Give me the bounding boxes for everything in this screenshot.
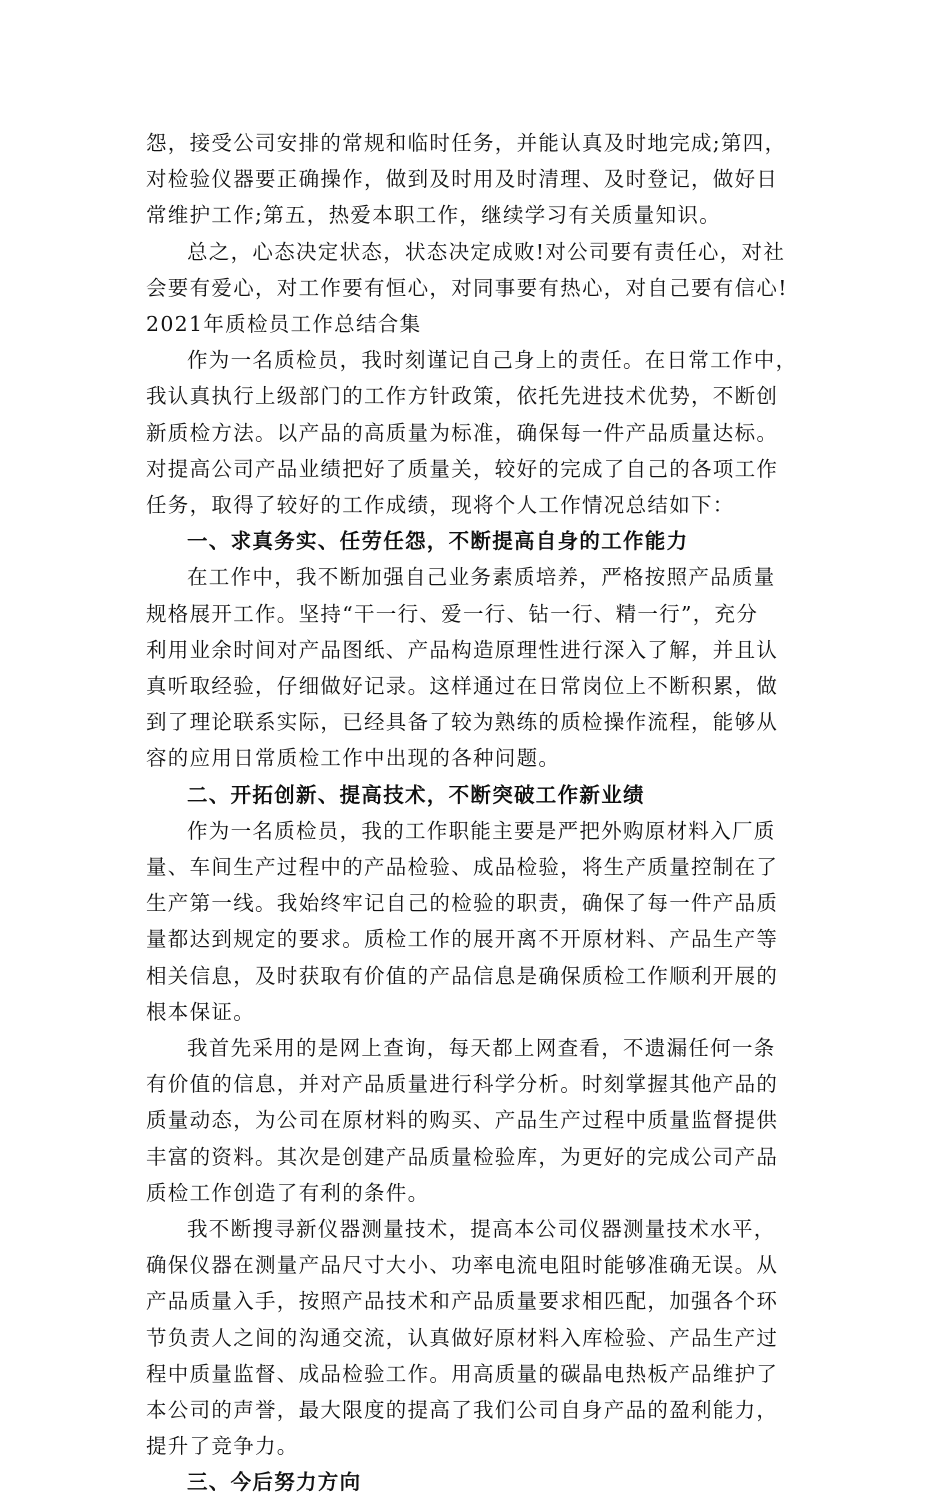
text-line: 产品质量入手，按照产品技术和产品质量要求相匹配，加强各个环	[146, 1289, 779, 1314]
text-line: 生产第一线。我始终牢记自己的检验的职责，确保了每一件产品质	[146, 891, 779, 916]
text-line: 利用业余时间对产品图纸、产品构造原理性进行深入了解，并且认	[146, 637, 779, 662]
text-line: 确保仪器在测量产品尺寸大小、功率电流电阻时能够准确无误。从	[146, 1253, 779, 1278]
text-line: 总之，心态决定状态，状态决定成败!对公司要有责任心，对社	[187, 239, 786, 264]
text-line: 根本保证。	[146, 999, 255, 1024]
section-heading: 二、开拓创新、提高技术，不断突破工作新业绩	[187, 782, 645, 807]
text-line: 会要有爱心，对工作要有恒心，对同事要有热心，对自己要有信心!	[146, 275, 788, 300]
text-line: 有价值的信息，并对产品质量进行科学分析。时刻掌握其他产品的	[146, 1072, 779, 1097]
text-line: 怨，接受公司安排的常规和临时任务，并能认真及时地完成;第四，	[146, 131, 787, 155]
text-line: 任务，取得了较好的工作成绩，现将个人工作情况总结如下：	[146, 493, 735, 517]
text-line: 在工作中，我不断加强自己业务素质培养，严格按照产品质量	[187, 565, 776, 590]
text-line: 相关信息，及时获取有价值的产品信息是确保质检工作顺利开展的	[146, 963, 779, 988]
text-line: 对检验仪器要正确操作，做到及时用及时清理、及时登记，做好日	[146, 167, 779, 192]
text-line: 丰富的资料。其次是创建产品质量检验库，为更好的完成公司产品	[146, 1144, 779, 1169]
text-line: 规格展开工作。坚持“干一行、爱一行、钻一行、精一行”，充分	[146, 601, 759, 626]
text-line: 质检工作创造了有利的条件。	[146, 1180, 430, 1205]
text-line: 量、车间生产过程中的产品检验、成品检验，将生产质量控制在了	[146, 855, 779, 879]
text-line: 常维护工作;第五，热爱本职工作，继续学习有关质量知识。	[146, 203, 722, 228]
text-line: 作为一名质检员，我时刻谨记自己身上的责任。在日常工作中，	[187, 348, 798, 373]
text-line: 到了理论联系实际，已经具备了较为熟练的质检操作流程，能够从	[146, 710, 779, 735]
text-line: 我认真执行上级部门的工作方针政策，依托先进技术优势，不断创	[146, 384, 779, 409]
text-line: 本公司的声誉，最大限度的提高了我们公司自身产品的盈利能力，	[146, 1398, 779, 1422]
text-line: 我不断搜寻新仪器测量技术，提高本公司仪器测量技术水平，	[187, 1217, 776, 1241]
section-heading: 一、求真务实、任劳任怨，不断提高自身的工作能力	[187, 529, 689, 554]
text-line: 质量动态，为公司在原材料的购买、产品生产过程中质量监督提供	[146, 1108, 779, 1133]
text-line: 真听取经验，仔细做好记录。这样通过在日常岗位上不断积累，做	[146, 674, 779, 698]
text-line: 容的应用日常质检工作中出现的各种问题。	[146, 746, 561, 771]
text-line: 量都达到规定的要求。质检工作的展开离不开原材料、产品生产等	[146, 927, 779, 952]
text-line: 提升了竞争力。	[146, 1434, 299, 1459]
text-line: 我首先采用的是网上查询，每天都上网查看，不遗漏任何一条	[187, 1036, 776, 1060]
text-line: 2021年质检员工作总结合集	[146, 312, 422, 336]
text-line: 新质检方法。以产品的高质量为标准，确保每一件产品质量达标。	[146, 420, 779, 445]
text-line: 节负责人之间的沟通交流，认真做好原材料入库检验、产品生产过	[146, 1325, 779, 1350]
text-line: 程中质量监督、成品检验工作。用高质量的碳晶电热板产品维护了	[146, 1361, 779, 1386]
text-line: 作为一名质检员，我的工作职能主要是严把外购原材料入厂质	[187, 818, 776, 843]
section-heading: 三、今后努力方向	[187, 1470, 362, 1495]
text-line: 对提高公司产品业绩把好了质量关，较好的完成了自己的各项工作	[146, 456, 779, 481]
